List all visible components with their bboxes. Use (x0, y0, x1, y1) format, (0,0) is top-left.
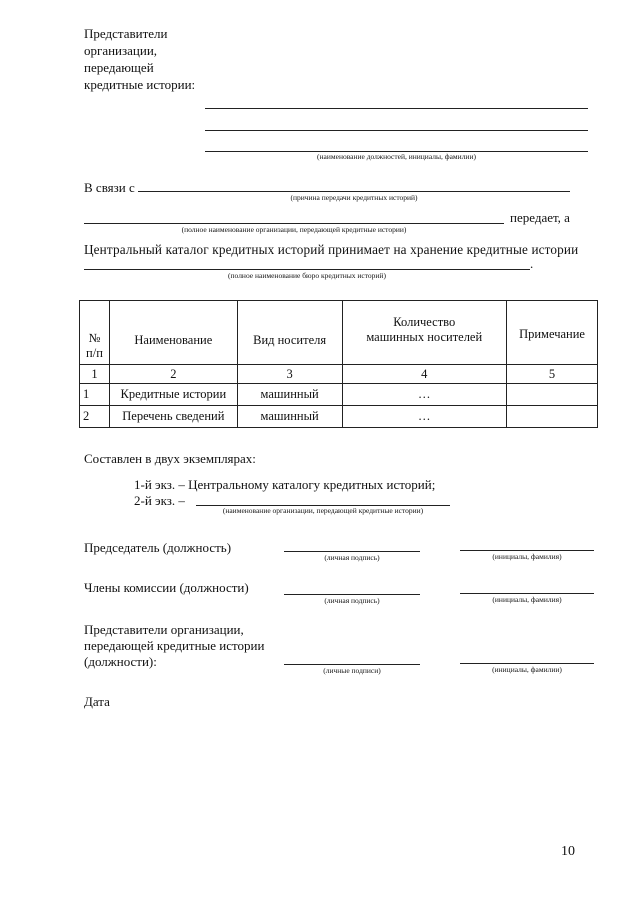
members-name-line[interactable] (460, 593, 594, 594)
index-cell: 4 (342, 365, 507, 384)
table-row (80, 384, 598, 406)
reps-label-line-2: организации, (84, 43, 158, 58)
header-note: Примечание (507, 301, 598, 365)
copies-first: 1-й экз. – Центральному каталогу кредитных историй; (134, 477, 436, 492)
reps-name-line[interactable] (460, 663, 594, 664)
header-num (80, 301, 110, 365)
chair-name-line[interactable] (460, 550, 594, 551)
reps-caption: (наименование должностей, инициалы, фамилии) (317, 152, 476, 161)
row-media: машинный (237, 384, 342, 406)
index-cell: 1 (80, 365, 110, 384)
row-name: Перечень сведений (109, 406, 237, 428)
header-qty-line-2: машинных носителей (366, 329, 483, 344)
header-name: Наименование (109, 301, 237, 365)
row-note (507, 384, 598, 406)
row-qty: … (342, 406, 507, 428)
row-qty: … (342, 384, 507, 406)
media-table (79, 300, 598, 428)
transfer-suffix: передает, а (510, 210, 570, 225)
header-num-line-1: № (88, 331, 101, 345)
reps-sign-label-line-2: передающей кредитные истории (84, 638, 265, 653)
reps-blank-line-1[interactable] (205, 108, 588, 109)
reps-blank-line-2[interactable] (205, 130, 588, 131)
header-qty-line-1: Количество (393, 314, 456, 329)
reps-sign-caption: (личные подписи) (323, 666, 381, 675)
row-num: 1 (80, 384, 110, 406)
index-cell: 2 (109, 365, 237, 384)
row-note (507, 406, 598, 428)
row-media: машинный (237, 406, 342, 428)
table-header-row (80, 301, 598, 365)
date-label: Дата (84, 694, 110, 709)
reps-sign-label-line-3: (должности): (84, 654, 157, 669)
reps-sign-label-line-1: Представители организации, (84, 622, 244, 637)
table-row (80, 406, 598, 428)
chair-sign-caption: (личная подпись) (324, 553, 380, 562)
chair-sign-line[interactable] (284, 551, 420, 552)
reps-name-caption: (инициалы, фамилии) (492, 665, 562, 674)
members-label: Члены комиссии (должности) (84, 580, 249, 595)
row-name: Кредитные истории (109, 384, 237, 406)
copies-title: Составлен в двух экземплярах: (84, 451, 256, 466)
central-caption: (полное наименование бюро кредитных историй) (228, 271, 386, 280)
transfer-caption: (полное наименование организации, передающей кредитные истории) (181, 225, 407, 234)
members-name-caption: (инициалы, фамилия) (492, 595, 562, 604)
reps-label-line-1: Представители (84, 26, 168, 41)
chair-name-caption: (инициалы, фамилия) (492, 552, 562, 561)
header-media: Вид носителя (237, 301, 342, 365)
table-index-row (80, 365, 598, 384)
copies-second-caption: (наименование организации, передающей кредитные истории) (222, 506, 424, 515)
reason-label: В связи с (84, 180, 135, 195)
chair-label: Председатель (должность) (84, 540, 232, 555)
row-num: 2 (80, 406, 110, 428)
reps-label-line-3: передающей (84, 60, 154, 75)
copies-second: 2-й экз. – (134, 493, 185, 508)
reps-sign-line[interactable] (284, 664, 420, 665)
index-cell: 5 (507, 365, 598, 384)
reason-caption: (причина передачи кредитных историй) (290, 193, 418, 202)
central-end: . (530, 256, 534, 271)
members-sign-caption: (личная подпись) (324, 596, 380, 605)
transfer-blank-line[interactable] (84, 223, 504, 224)
header-qty (342, 301, 507, 365)
reps-label-line-4: кредитные истории: (84, 77, 196, 92)
reason-blank-line[interactable] (138, 191, 570, 192)
members-sign-line[interactable] (284, 594, 420, 595)
index-cell: 3 (237, 365, 342, 384)
page-number: 10 (561, 844, 575, 859)
central-blank-line[interactable] (84, 269, 530, 270)
central-text: Центральный каталог кредитных историй принимает на хранение кредитные истории (84, 242, 579, 257)
header-num-line-2: п/п (86, 346, 103, 360)
